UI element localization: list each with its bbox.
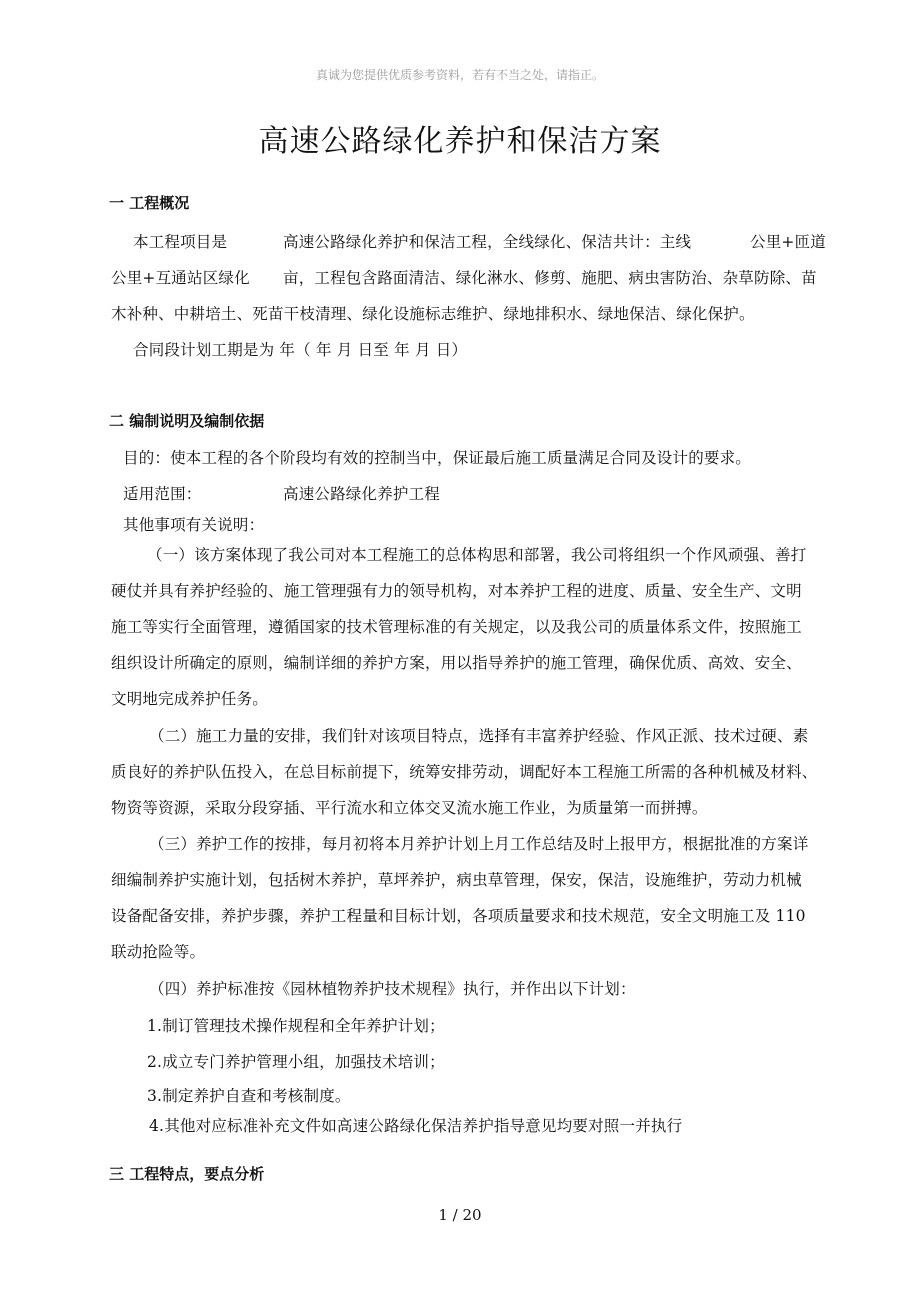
page-number: 1 / 20 — [438, 1206, 482, 1224]
paragraph-3-line: （三）养护工作的按排，每月初将本月养护计划上月工作总结及时上报甲方，根据批准的方案详 — [149, 835, 809, 853]
document-title: 高速公路绿化养护和保洁方案 — [258, 124, 662, 159]
paragraph-1-line: 施工等实行全面管理，遵循国家的技术管理标准的有关规定，以及我公司的质量体系文件，按照施工 — [111, 618, 802, 636]
overview-text-6: 木补种、中耕培土、死苗干枝清理、绿化设施标志维护、绿地排积水、绿地保洁、绿化保护。 — [111, 305, 755, 323]
overview-text-2: 高速公路绿化养护和保洁工程，全线绿化、保洁共计：主线 — [283, 233, 692, 251]
paragraph-1-line: 组织设计所确定的原则，编制详细的养护方案，用以指导养护的施工管理，确保优质、高效、安全、 — [111, 654, 802, 672]
paragraph-2-line: （二）施工力量的安排，我们针对该项目特点，选择有丰富养护经验、作风正派、技术过硬、素 — [149, 727, 809, 745]
overview-text-5: 亩，工程包含路面清洁、绿化淋水、修剪、施肥、病虫害防治、杂草防除、苗 — [283, 269, 817, 287]
paragraph-1-line: 硬仗并具有养护经验的、施工管理强有力的领导机构，对本养护工程的进度、质量、安全生产、文明 — [111, 582, 802, 600]
section-1-heading: 一 工程概况 — [109, 194, 190, 212]
purpose-text: 目的：使本工程的各个阶段均有效的控制当中，保证最后施工质量满足合同及设计的要求。 — [123, 449, 752, 467]
paragraph-4: （四）养护标准按《园林植物养护技术规程》执行，并作出以下计划： — [149, 980, 636, 998]
overview-text-4: 公里+互通站区绿化 — [111, 269, 250, 287]
section-2-heading: 二 编制说明及编制依据 — [109, 412, 265, 430]
paragraph-1-line: （一）该方案体现了我公司对本工程施工的总体构思和部署，我公司将组织一个作风顽强、善打 — [147, 546, 807, 564]
plan-list-item: 2.成立专门养护管理小组，加强技术培训； — [147, 1053, 445, 1071]
paragraph-3-line: 设备配备安排，养护步骤，养护工程量和目标计划，各项质量要求和技术规范，安全文明施工及 110 — [111, 907, 806, 925]
plan-list-item: 1.制订管理技术操作规程和全年养护计划； — [147, 1017, 445, 1035]
watermark-text: 真诚为您提供优质参考资料，若有不当之处，请指正。 — [315, 68, 604, 82]
schedule-text: 合同段计划工期是为 年（ 年 月 日至 年 月 日） — [133, 341, 468, 359]
paragraph-2-line: 物资等资源，采取分段穿插、平行流水和立体交叉流水施工作业，为质量第一而拼搏。 — [111, 799, 708, 817]
paragraph-3-line: 联动抢险等。 — [111, 943, 206, 961]
other-notes-label: 其他事项有关说明： — [123, 516, 265, 534]
section-3-heading: 三 工程特点，要点分析 — [109, 1165, 265, 1183]
plan-list-item: 4.其他对应标准补充文件如高速公路绿化保洁养护指导意见均要对照一并执行 — [149, 1117, 683, 1135]
overview-text-1: 本工程项目是 — [133, 233, 228, 251]
scope-label: 适用范围： — [123, 485, 202, 503]
plan-list-item: 3.制定养护自查和考核制度。 — [147, 1087, 351, 1105]
overview-text-3: 公里+匝道 — [750, 233, 826, 251]
paragraph-2-line: 质良好的养护队伍投入，在总目标前提下，统筹安排劳动，调配好本工程施工所需的各种机械及材料、 — [111, 763, 818, 781]
paragraph-1-line: 文明地完成养护任务。 — [111, 690, 269, 708]
paragraph-3-line: 细编制养护实施计划，包括树木养护，草坪养护，病虫草管理，保安，保洁，设施维护，劳动力机械 — [111, 871, 802, 889]
scope-value: 高速公路绿化养护工程 — [283, 485, 441, 503]
